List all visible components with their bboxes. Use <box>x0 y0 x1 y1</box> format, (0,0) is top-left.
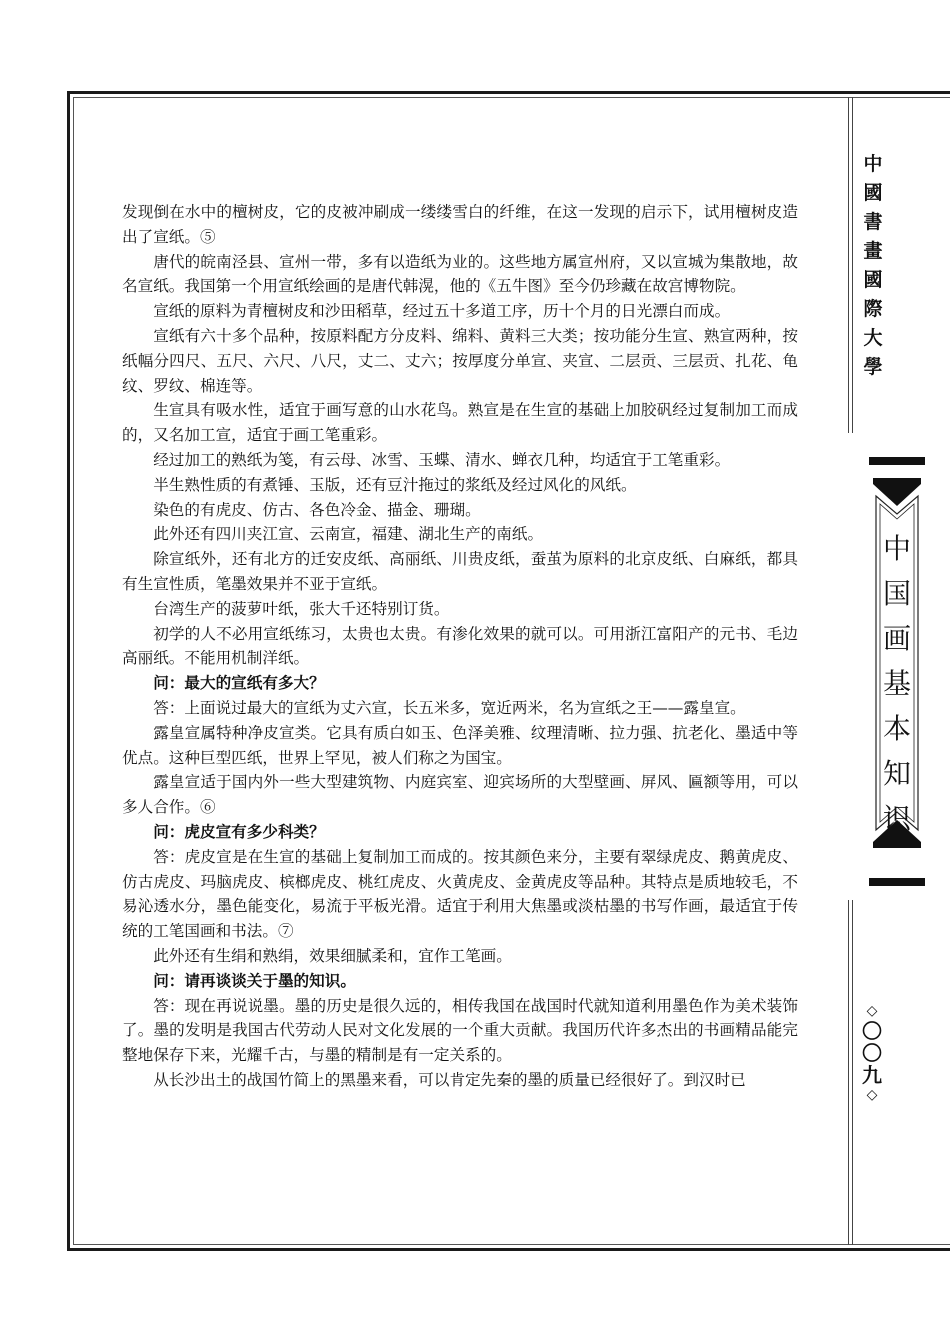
paragraph: 台湾生产的菠萝叶纸，张大千还特别订货。 <box>153 599 450 618</box>
title-char: 知 <box>882 757 911 790</box>
band-bottom <box>869 878 925 886</box>
body-text <box>122 200 798 1093</box>
school-char: 國 <box>863 182 883 204</box>
school-char: 國 <box>863 269 883 291</box>
paragraph: 从长沙出土的战国竹简上的黑墨来看，可以肯定先秦的墨的质量已经很好了。到汉时已 <box>153 1070 746 1089</box>
sidebar-rule-bottom-inner <box>852 900 853 1245</box>
sidebar-rule-top-inner <box>852 97 853 433</box>
school-char: 大 <box>863 327 883 349</box>
paragraph: 露皇宣属特种净皮宣类。它具有质白如玉、色泽美雅、纹理清晰、拉力强、抗老化、墨适中等优点。这种巨型匹纸，世界上罕见，被人们称之为国宝。 <box>122 723 798 767</box>
school-char: 學 <box>863 356 883 378</box>
school-name-vertical <box>860 150 886 382</box>
answer: 答：现在再说说墨。墨的历史是很久远的，相传我国在战国时代就知道利用墨色作为美术装饰了。墨的发明是我国古代劳动人民对文化发展的一个重大贡献。我国历代许多杰出的书画精品能完整地保存下来，光耀千古，与墨的精制是有一定关系的。 <box>122 996 798 1065</box>
page-number-char: 九 <box>862 1063 882 1087</box>
band-top <box>869 457 925 465</box>
paragraph: 此外还有生绢和熟绢，效果细腻柔和，宜作工笔画。 <box>153 946 512 965</box>
sidebar-rule-bottom <box>848 900 849 1245</box>
paragraph: 半生熟性质的有煮锤、玉版，还有豆汁拖过的浆纸及经过风化的风纸。 <box>153 475 637 494</box>
school-char: 書 <box>863 211 883 233</box>
paragraph: 唐代的皖南泾县、宣州一带，多有以造纸为业的。这些地方属宣州府，又以宣城为集散地，故名宣纸。我国第一个用宣纸绘画的是唐代韩滉，他的《五牛图》至今仍珍藏在故宫博物院。 <box>122 252 798 296</box>
paragraph: 经过加工的熟纸为笺，有云母、冰雪、玉蝶、清水、蝉衣几种，均适宜于工笔重彩。 <box>153 450 731 469</box>
paragraph: 除宣纸外，还有北方的迁安皮纸、高丽纸、川贵皮纸，蚕茧为原料的北京皮纸、白麻纸，都具有生宣性质，笔墨效果并不亚于宣纸。 <box>122 550 798 593</box>
paragraph: 露皇宣适于国内外一些大型建筑物、内庭宾室、迎宾场所的大型壁画、屏风、匾额等用，可以多人合作。⑥ <box>122 773 798 817</box>
paragraph: 此外还有四川夹江宣、云南宣，福建、湖北生产的南纸。 <box>153 525 544 544</box>
page-number-char: 〇 <box>862 1041 882 1065</box>
paragraph: 染色的有虎皮、仿古、各色冷金、描金、珊瑚。 <box>153 500 481 519</box>
page-number <box>861 1002 883 1104</box>
answer: 答：虎皮宣是在生宣的基础上复制加工而成的。按其颜色来分，主要有翠绿虎皮、鹅黄虎皮、仿古虎皮、玛脑虎皮、槟榔虎皮、桃红虎皮、火黄虎皮、金黄虎皮等品种。其特点是质地较毛，不易沁透水分，墨色能变化，易流于平板光滑。适宜于利用大焦墨或淡枯墨的书写作画，最适宜于传统的工笔国画和书法。⑦ <box>122 847 798 941</box>
title-char: 基 <box>882 667 911 700</box>
paragraph: 宣纸的原料为青檀树皮和沙田稻草，经过五十多道工序，历十个月的日光漂白而成。 <box>153 302 731 321</box>
book-title-vertical <box>873 526 921 841</box>
paragraph: 发现倒在水中的檀树皮，它的皮被冲刷成一缕缕雪白的纤维，在这一发现的启示下，试用檀树皮造出了宣纸。⑤ <box>122 203 798 246</box>
paragraph: 初学的人不必用宣纸练习，太贵也太贵。有渗化效果的就可以。可用浙江富阳产的元书、毛边高丽纸。不能用机制洋纸。 <box>122 624 798 668</box>
question: 问：最大的宣纸有多大？ <box>153 673 325 693</box>
title-char: 中 <box>882 532 911 565</box>
page-number-char: 〇 <box>862 1019 882 1043</box>
diamond-icon: ◇ <box>866 1003 878 1019</box>
paragraph: 宣纸有六十多个品种，按原料配方分皮料、绵料、黄料三大类；按功能分生宣、熟宣两种，按纸幅分四尺、五尺、六尺、八尺，丈二、丈六；按厚度分单宣、夹宣、二层贡、三层贡、扎花、龟纹、罗纹、棉连等。 <box>122 326 798 395</box>
title-char: 本 <box>882 712 911 745</box>
title-char: 识 <box>882 802 911 835</box>
title-char: 国 <box>882 577 911 610</box>
title-char: 画 <box>882 622 911 655</box>
diamond-icon: ◇ <box>866 1087 878 1103</box>
answer: 答：上面说过最大的宣纸为丈六宣，长五米多，宽近两米，名为宣纸之王——露皇宣。 <box>153 698 746 717</box>
question: 问：虎皮宣有多少科类？ <box>153 821 325 841</box>
paragraph: 生宣具有吸水性，适宜于画写意的山水花鸟。熟宣是在生宣的基础上加胶矾经过复制加工而成的，又名加工宣，适宜于画工笔重彩。 <box>122 401 798 445</box>
school-char: 中 <box>863 153 883 175</box>
sidebar-rule-top <box>848 97 849 433</box>
book-title-label <box>873 478 921 848</box>
school-char: 際 <box>863 298 883 320</box>
question: 问：请再谈谈关于墨的知识。 <box>153 970 356 990</box>
school-char: 畫 <box>863 240 883 262</box>
